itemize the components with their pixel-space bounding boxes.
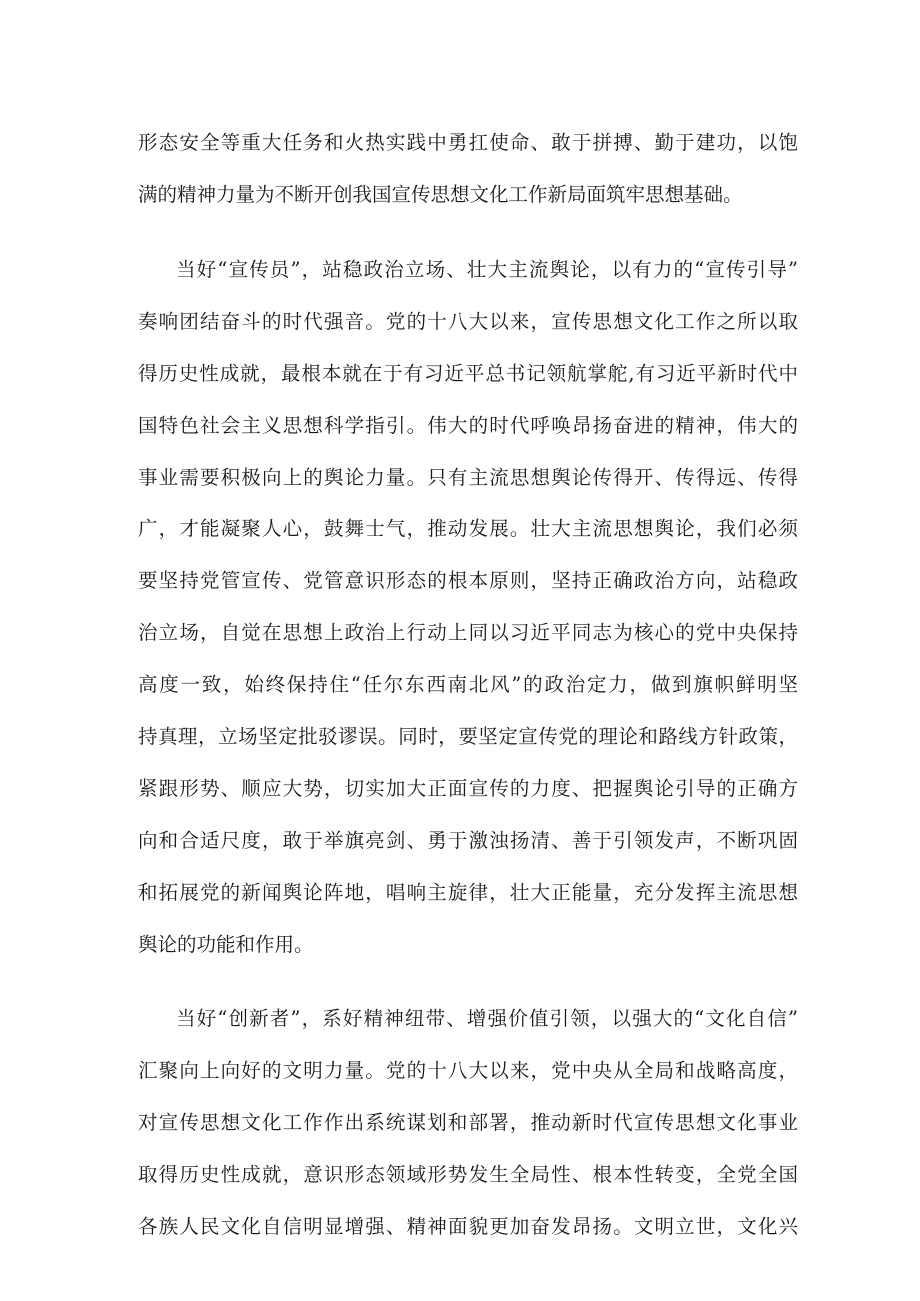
- paragraph-2-line-5: 事业需要积极向上的舆论力量。只有主流思想舆论传得开、传得远、传得: [138, 466, 798, 489]
- paragraph-2-line-3: 得历史性成就，最根本就在于有习近平总书记领航掌舵,有习近平新时代中: [138, 362, 798, 385]
- paragraph-2-line-9: 高度一致，始终保持住“任尔东西南北风”的政治定力，做到旗帜鲜明坚: [138, 673, 798, 696]
- paragraph-2-line-7: 要坚持党管宣传、党管意识形态的根本原则，坚持正确政治方向，站稳政: [138, 569, 798, 592]
- paragraph-2-line-14: 舆论的功能和作用。: [138, 933, 314, 956]
- paragraph-2-line-13: 和拓展党的新闻舆论阵地，唱响主旋律，壮大正能量，充分发挥主流思想: [138, 881, 798, 904]
- paragraph-2-line-12: 向和合适尺度，敢于举旗亮剑、勇于激浊扬清、善于引领发声，不断巩固: [138, 829, 798, 852]
- paragraph-1-line-2: 满的精神力量为不断开创我国宣传思想文化工作新局面筑牢思想基础。: [138, 183, 743, 206]
- paragraph-3-line-4: 取得历史性成就，意识形态领域形势发生全局性、根本性转变，全党全国: [138, 1163, 798, 1186]
- paragraph-1-line-1: 形态安全等重大任务和火热实践中勇扛使命、敢于拼搏、勤于建功，以饱: [138, 131, 798, 154]
- paragraph-2-line-6: 广，才能凝聚人心，鼓舞士气，推动发展。壮大主流思想舆论，我们必须: [138, 517, 798, 540]
- paragraph-3-line-5: 各族人民文化自信明显增强、精神面貌更加奋发昂扬。文明立世，文化兴: [138, 1215, 798, 1238]
- paragraph-2-line-1: 当好“宣传员”，站稳政治立场、壮大主流舆论，以有力的“宣传引导”: [176, 258, 798, 281]
- paragraph-2-line-8: 治立场，自觉在思想上政治上行动上同以习近平同志为核心的党中央保持: [138, 621, 798, 644]
- paragraph-2-line-10: 持真理，立场坚定批驳谬误。同时，要坚定宣传党的理论和路线方针政策，: [138, 725, 798, 748]
- paragraph-2-line-4: 国特色社会主义思想科学指引。伟大的时代呼唤昂扬奋进的精神，伟大的: [138, 414, 798, 437]
- paragraph-3-line-2: 汇聚向上向好的文明力量。党的十八大以来，党中央从全局和战略高度，: [138, 1059, 798, 1082]
- paragraph-3-line-3: 对宣传思想文化工作作出系统谋划和部署，推动新时代宣传思想文化事业: [138, 1111, 798, 1134]
- paragraph-2-line-2: 奏响团结奋斗的时代强音。党的十八大以来，宣传思想文化工作之所以取: [138, 310, 798, 333]
- paragraph-3-line-1: 当好“创新者”，系好精神纽带、增强价值引领，以强大的“文化自信”: [176, 1007, 798, 1030]
- paragraph-2-line-11: 紧跟形势、顺应大势，切实加大正面宣传的力度、把握舆论引导的正确方: [138, 777, 798, 800]
